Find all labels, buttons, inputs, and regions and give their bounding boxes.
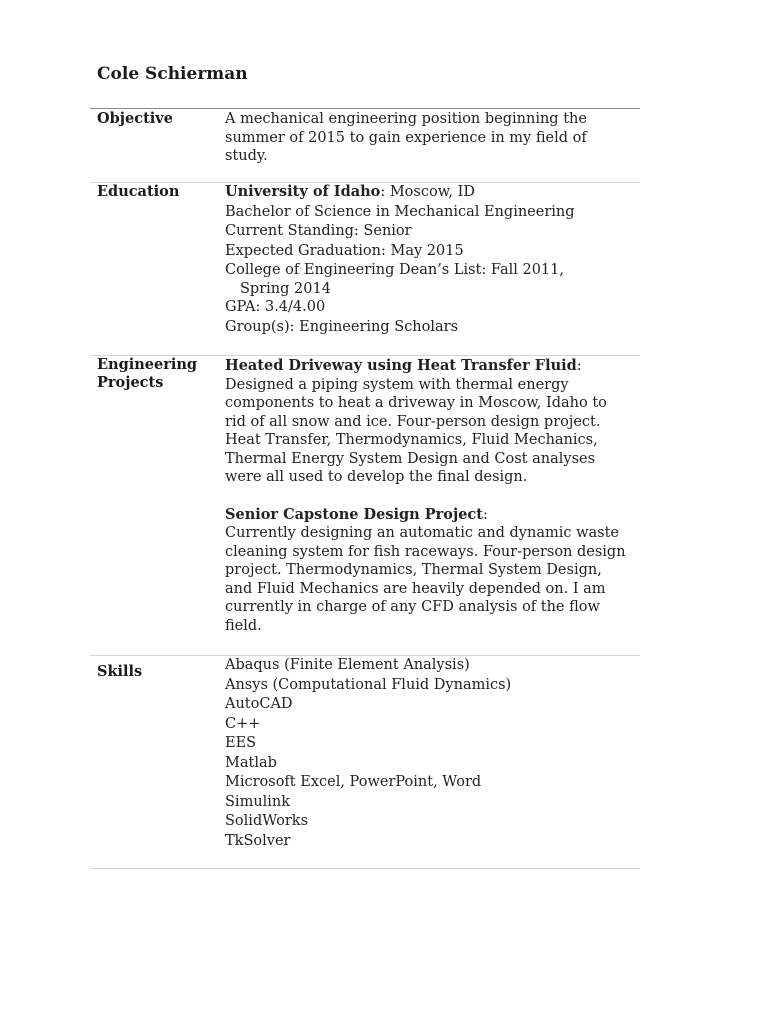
project-spacer [225,487,630,506]
skill-item: TkSolver [225,832,291,849]
education-school-line [225,183,630,203]
education-label: Education [97,183,180,200]
education-groups: Group(s): Engineering Scholars [225,318,459,335]
project-description: Designed a piping system with thermal energy components to heat a driveway in Moscow, Idaho to rid of all snow and ice. Four-person design project. Heat Transfer, Thermodynamics, Fluid Mechanics, Thermal Energy System Design and Cost analyses were all used to develop the final design. [225,376,607,485]
projects-label-line-2: Projects [97,374,164,391]
skill-item: Simulink [225,793,291,810]
resume-name: Cole Schierman [97,64,248,84]
projects-label-line-1: Engineering [97,356,198,373]
skill-item: AutoCAD [225,696,293,712]
project-item [225,506,630,636]
education-school: University of Idaho [225,183,381,200]
education-graduation: Expected Graduation: May 2015 [225,242,464,259]
projects-label [97,356,217,392]
projects-section [90,356,640,656]
skill-item: Matlab [225,754,277,771]
skill-item: SolidWorks [225,813,309,829]
header-divider [90,108,640,109]
skill-item: EES [225,735,257,751]
project-title: Senior Capstone Design Project: [225,505,488,523]
skill-item: Abaqus (Finite Element Analysis) [225,657,470,673]
education-deans-list [225,261,630,298]
project-description: Currently designing an automatic and dynamic waste cleaning system for fish raceways. Four-person design project. Thermodynamics, Thermal System Design, and Fluid Mechanics are heavily depended on. I am currently in charge of any CFD analysis of the flow field. [225,525,626,634]
skills-label: Skills [97,663,143,680]
objective-label: Objective [97,110,173,127]
deans-list-line-2: Spring 2014 [240,280,331,297]
deans-list-line-1: College of Engineering Dean’s List: Fall 2011, [225,262,564,278]
skills-section [90,656,640,869]
skill-item: Ansys (Computational Fluid Dynamics) [225,676,512,693]
skill-item: Microsoft Excel, PowerPoint, Word [225,774,482,790]
education-standing: Current Standing: Senior [225,223,412,239]
education-degree: Bachelor of Science in Mechanical Engineering [225,203,575,220]
project-title: Heated Driveway using Heat Transfer Fluid: [225,357,582,374]
education-details [225,183,630,337]
education-section [90,183,640,356]
education-school-location: : Moscow, ID [380,184,475,200]
project-item [225,357,630,487]
projects-list [225,357,630,635]
objective-section [90,110,640,183]
objective-text: A mechanical engineering position beginning the summer of 2015 to gain experience in my field of study. [225,111,587,164]
education-gpa: GPA: 3.4/4.00 [225,299,326,315]
skill-item: C++ [225,715,261,732]
skills-list [225,656,630,851]
